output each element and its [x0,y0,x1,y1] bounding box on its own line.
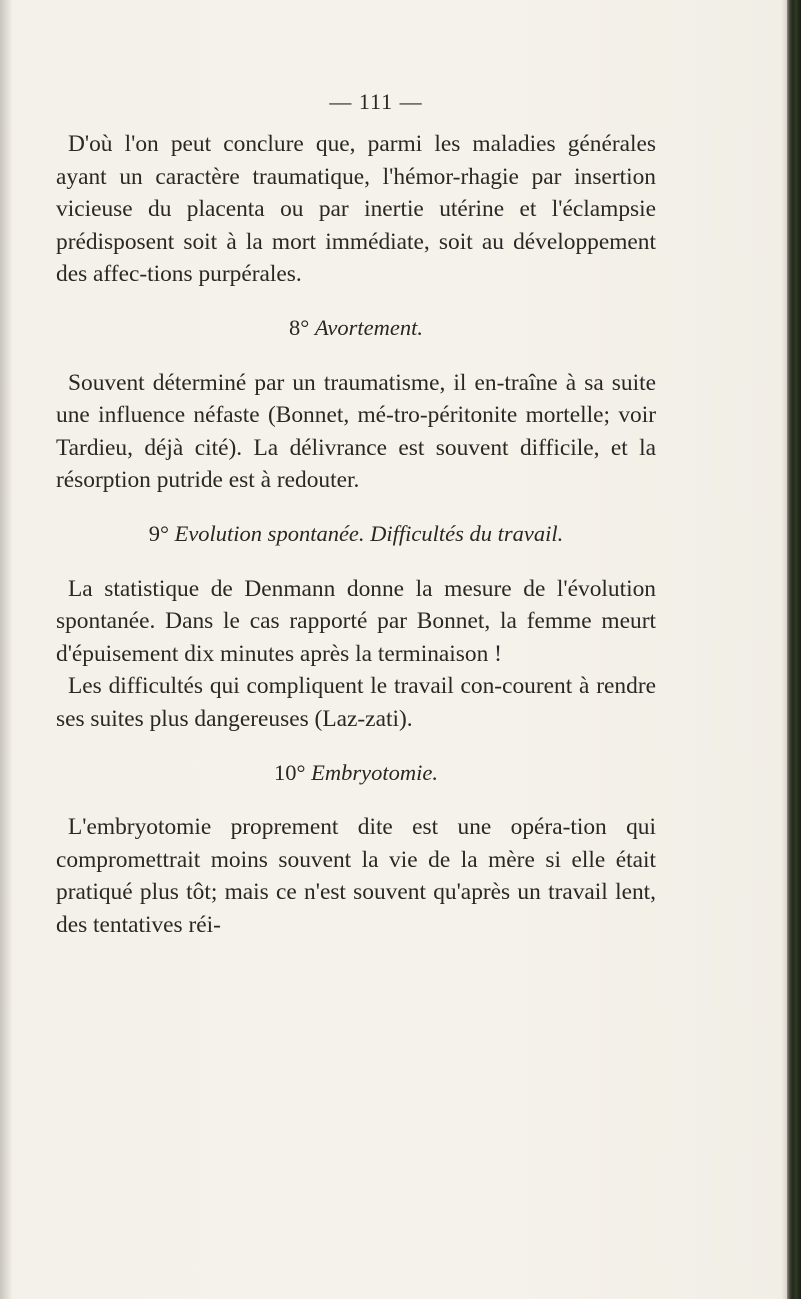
section-number: 9° [148,521,169,547]
section-number: 10° [274,759,306,785]
paragraph-conclusion: D'où l'on peut conclure que, parmi les maladies générales ayant un caractère traumatique, l'hémor-rhagie par insertion vicieuse du placenta ou par inertie utérine et l'éclampsie prédisposent soit à la mort immédiate, soit au développement des affec-tions purpérales. [56,131,656,288]
section-title: Embryotomie. [311,759,438,785]
section-heading-embryotomie [56,757,656,789]
section-title: Avortement. [314,315,423,341]
page-right-edge [787,0,801,1299]
paragraph-difficultes: Les difficultés qui compliquent le travail con-courent à rendre ses suites plus dangereuses (Laz-zati). [56,673,656,732]
paragraph-statistique: La statistique de Denmann donne la mesure de l'évolution spontanée. Dans le cas rapporté par Bonnet, la femme meurt d'épuisement dix minutes après la terminaison ! [56,575,656,667]
paragraph-avortement: Souvent déterminé par un traumatisme, il en-traîne à sa suite une influence néfaste (Bonnet, mé-tro-péritonite mortelle; voir Tardieu, déjà cité). La délivrance est souvent difficile, et la résorption putride est à redouter. [56,369,656,494]
page-binding-shadow [0,0,12,1299]
section-number: 8° [289,315,310,341]
section-heading-avortement [56,312,656,344]
page-number: — 111 — [329,89,423,114]
section-heading-evolution [56,518,656,550]
section-title: Evolution spontanée. Difficultés du travail. [174,521,564,547]
page-text [56,86,656,941]
paragraph-embryotomie: L'embryotomie proprement dite est une opéra-tion qui compromettrait moins souvent la vie de la mère si elle était pratiqué plus tôt; mais ce n'est souvent qu'après un travail lent, des tentatives réi- [56,814,656,938]
